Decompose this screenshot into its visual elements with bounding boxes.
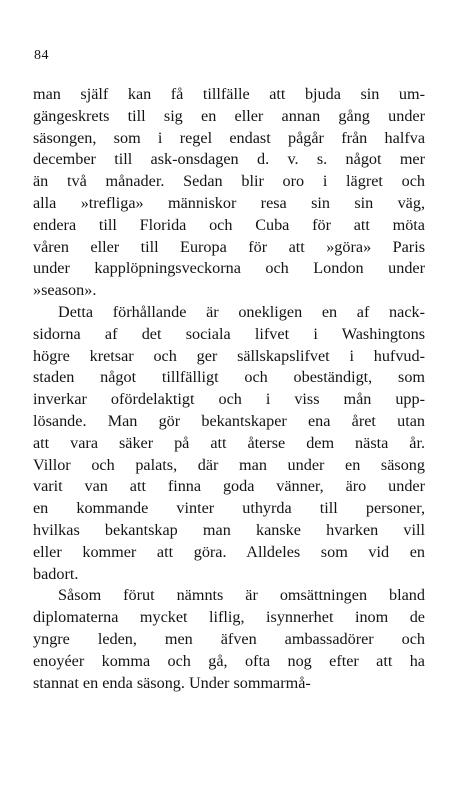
text-line: december till ask-onsdagen d. v. s. något mer: [33, 150, 425, 169]
text-line: Såsom förut nämnts är omsättningen bland: [58, 586, 425, 605]
text-line: inverkar ofördelaktigt och i viss mån upp-: [33, 390, 425, 409]
text-line: Villor och palats, där man under en säsong: [33, 455, 425, 474]
text-line: en kommande vinter uthyrda till personer,: [33, 499, 425, 518]
text-line: varit van att finna goda vänner, äro under: [33, 477, 425, 496]
text-line: lösande. Man gör bekantskaper ena året utan: [33, 411, 425, 430]
text-line: våren eller till Europa för att »göra» Paris: [33, 237, 425, 256]
text-line: alla »trefliga» människor resa sin sin väg,: [33, 193, 425, 212]
page-number: 84: [34, 48, 49, 63]
text-line: Detta förhållande är onekligen en af nack-: [58, 302, 425, 321]
text-line: under kapplöpningsveckorna och London under: [33, 259, 425, 278]
text-line: att vara säker på att återse dem nästa år.: [33, 433, 425, 452]
text-line: »season».: [33, 281, 97, 300]
text-line: man själf kan få tillfälle att bjuda sin um-: [33, 85, 425, 103]
text-line: staden något tillfälligt och obeständigt, som: [33, 368, 425, 387]
text-line: sidorna af det sociala lifvet i Washingtons: [33, 324, 425, 343]
text-line: diplomaterna mycket liflig, isynnerhet inom de: [33, 608, 425, 627]
text-line: endera till Florida och Cuba för att möta: [33, 215, 425, 234]
text-line: stannat en enda säsong. Under sommarmå-: [33, 673, 311, 692]
text-line: badort.: [33, 564, 79, 583]
body-text: [33, 84, 425, 694]
text-line: säsongen, som i regel endast pågår från halfva: [33, 128, 425, 147]
text-line: yngre leden, men äfven ambassadörer och: [33, 629, 425, 648]
text-line: hvilkas bekantskap man kanske hvarken vill: [33, 520, 425, 539]
text-line: enoyéer komma och gå, ofta nog efter att ha: [33, 651, 425, 670]
text-line: högre kretsar och ger sällskapslifvet i hufvud-: [33, 346, 425, 365]
text-line: gängeskrets till sig en eller annan gång under: [33, 106, 425, 125]
text-line: än två månader. Sedan blir oro i lägret och: [33, 172, 425, 191]
text-line: eller kommer att göra. Alldeles som vid en: [33, 542, 425, 561]
